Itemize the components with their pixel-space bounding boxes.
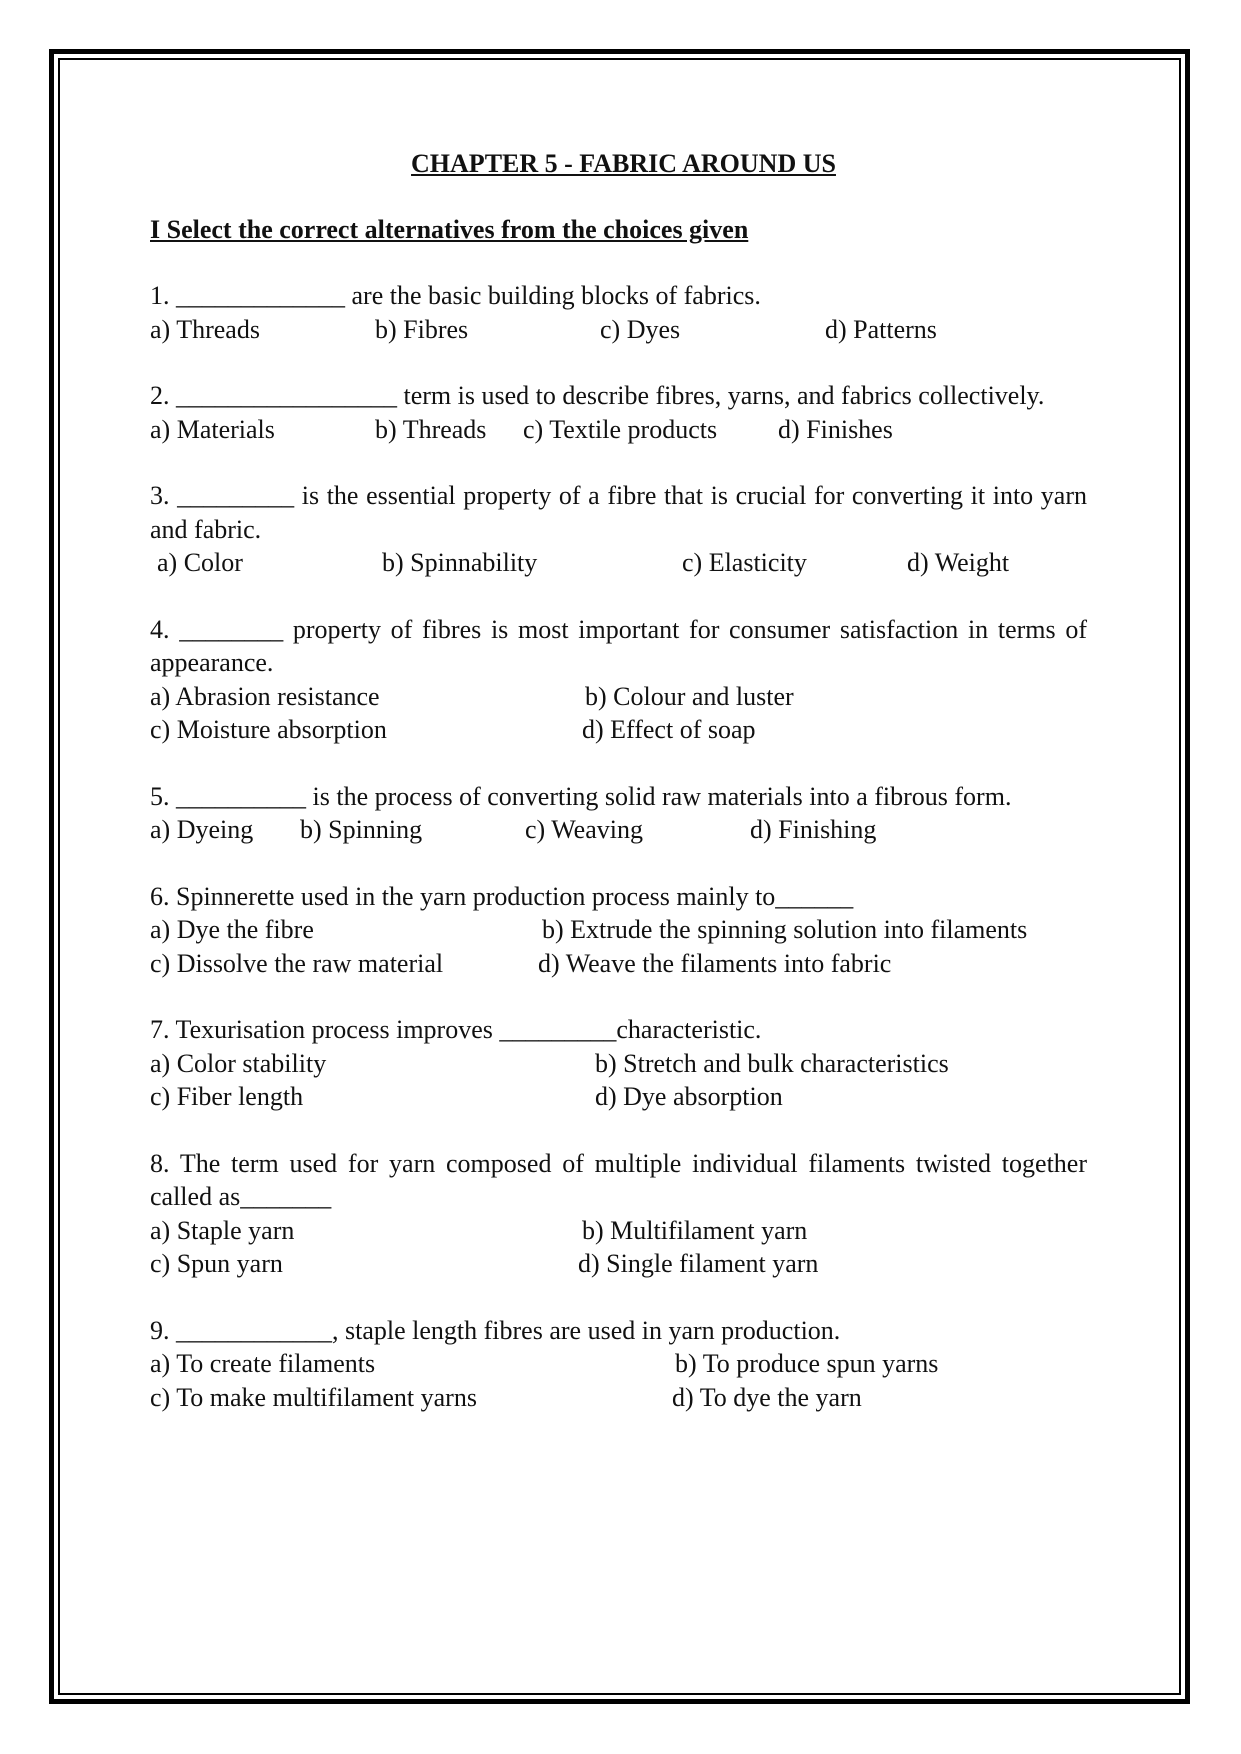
option-a: a) To create filaments (150, 1349, 376, 1378)
question-stem: 3. _________ is the essential property of a fibre that is crucial for converting it into yarn and fabric. (150, 481, 1087, 544)
option-c: c) Spun yarn (150, 1249, 283, 1278)
section-heading: I Select the correct alternatives from the choices given (150, 215, 749, 244)
option-row (150, 413, 1087, 447)
question-stem: 9. ____________, staple length fibres are used in yarn production. (150, 1315, 841, 1345)
option-c: c) To make multifilament yarns (150, 1382, 477, 1412)
option-row (150, 713, 1087, 747)
question-5 (150, 780, 1087, 847)
option-c: c) Moisture absorption (150, 715, 387, 744)
option-row (150, 1047, 1087, 1081)
question-6 (150, 880, 1087, 981)
option-b: b) Extrude the spinning solution into filaments (542, 915, 1028, 944)
option-row (150, 1080, 1087, 1114)
question-stem: 6. Spinnerette used in the yarn production process mainly to______ (150, 881, 854, 911)
question-7 (150, 1013, 1087, 1114)
option-a: a) Dye the fibre (150, 915, 314, 944)
option-row (150, 813, 1087, 847)
option-d: d) Finishing (750, 815, 877, 844)
option-d: d) Finishes (778, 414, 893, 444)
question-stem: 1. _____________ are the basic building blocks of fabrics. (150, 281, 761, 310)
option-c: c) Weaving (525, 815, 643, 844)
option-row (150, 947, 1087, 981)
option-a: a) Threads (150, 314, 260, 344)
option-c: c) Fiber length (150, 1082, 304, 1111)
question-stem: 8. The term used for yarn composed of multiple individual filaments twisted together called as_______ (150, 1148, 1087, 1211)
option-b: b) Colour and luster (585, 681, 794, 711)
option-c: c) Dyes (600, 314, 681, 344)
option-b: b) Multifilament yarn (582, 1215, 808, 1245)
option-c: c) Elasticity (682, 548, 807, 577)
worksheet-content (150, 147, 1087, 1414)
option-row (150, 1381, 1087, 1415)
question-stem: 2. _________________ term is used to describe fibres, yarns, and fabrics collectively. (150, 381, 1045, 410)
question-stem: 4. ________ property of fibres is most important for consumer satisfaction in terms of appearance. (150, 614, 1087, 677)
option-b: b) To produce spun yarns (675, 1349, 939, 1378)
option-d: d) Patterns (825, 314, 937, 344)
option-row (150, 913, 1087, 947)
option-row (150, 313, 1087, 347)
question-1 (150, 279, 1087, 346)
option-b: b) Stretch and bulk characteristics (595, 1048, 949, 1078)
option-a: a) Staple yarn (150, 1215, 295, 1245)
option-b: b) Fibres (375, 314, 469, 344)
question-4 (150, 613, 1087, 747)
option-a: a) Color (157, 548, 243, 577)
chapter-title: CHAPTER 5 - FABRIC AROUND US (411, 149, 836, 178)
option-d: d) To dye the yarn (672, 1382, 862, 1412)
option-row (150, 1214, 1087, 1248)
option-d: d) Weight (907, 548, 1010, 577)
option-d: d) Dye absorption (595, 1082, 783, 1111)
question-stem: 7. Texurisation process improves _________characteristic. (150, 1015, 762, 1044)
option-d: d) Effect of soap (582, 715, 756, 744)
question-8 (150, 1147, 1087, 1281)
option-row (150, 1347, 1087, 1381)
option-d: d) Single filament yarn (578, 1249, 819, 1278)
option-a: a) Dyeing (150, 815, 254, 844)
option-a: a) Materials (150, 414, 275, 444)
option-c: c) Dissolve the raw material (150, 948, 444, 978)
question-9 (150, 1314, 1087, 1415)
option-b: b) Spinnability (382, 548, 538, 577)
option-a: a) Color stability (150, 1048, 327, 1078)
question-2 (150, 379, 1087, 446)
option-row (150, 1247, 1087, 1281)
option-row (150, 546, 1087, 580)
option-row (150, 680, 1087, 714)
option-c: c) Textile products (523, 414, 718, 444)
option-b: b) Threads (375, 414, 487, 444)
option-a: a) Abrasion resistance (150, 681, 380, 711)
question-stem: 5. __________ is the process of converting solid raw materials into a fibrous form. (150, 781, 1012, 811)
question-3 (150, 479, 1087, 580)
option-b: b) Spinning (300, 815, 423, 844)
option-d: d) Weave the filaments into fabric (538, 948, 892, 978)
